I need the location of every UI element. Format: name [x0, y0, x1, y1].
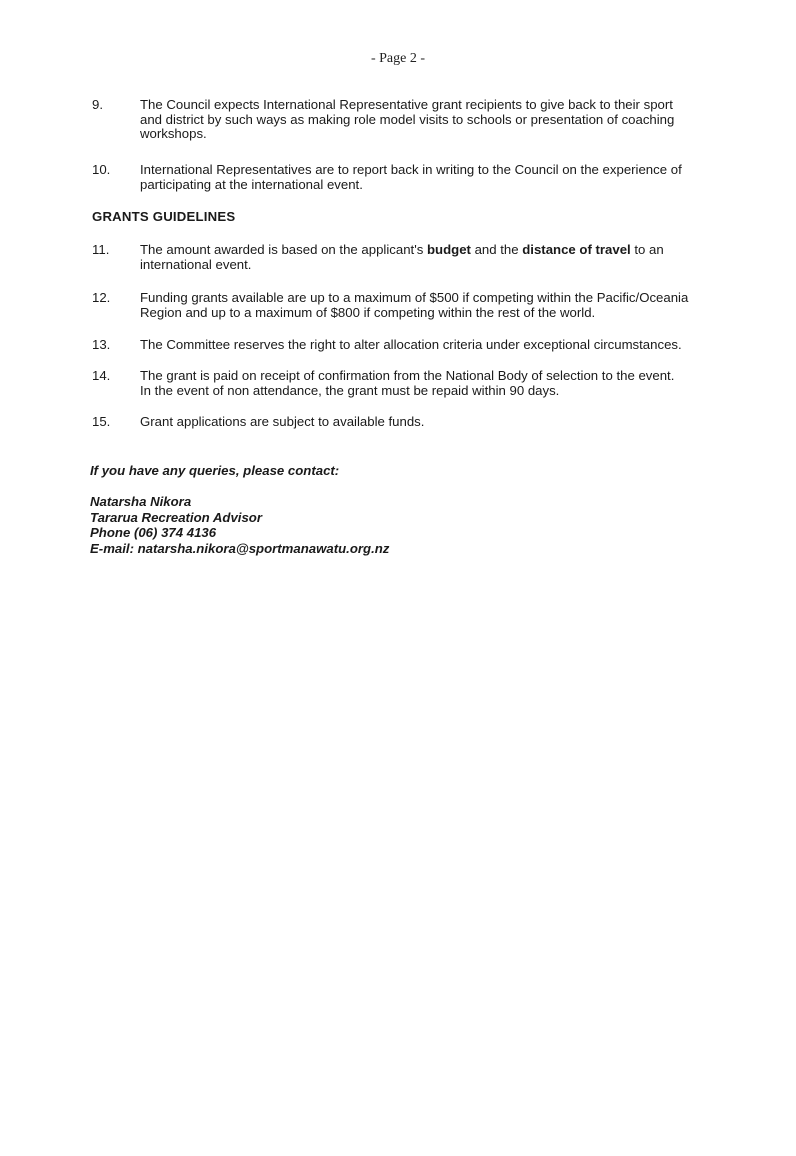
bold-term-distance: distance of travel [522, 242, 631, 257]
section-heading: GRANTS GUIDELINES [92, 209, 236, 224]
text-run: to an [630, 242, 664, 257]
item-line: international event. [140, 256, 252, 272]
item-line: Funding grants available are up to a maximum of $500 if competing within the Pacific/Oceania [140, 290, 689, 305]
contact-role: Tararua Recreation Advisor [90, 509, 262, 525]
item-number: 12. [92, 290, 111, 305]
item-line: The Committee reserves the right to alter allocation criteria under exceptional circumstances. [140, 337, 682, 352]
text-run: and the [470, 242, 523, 257]
item-text [140, 338, 715, 353]
item-line: workshops. [140, 126, 207, 141]
item-line: Grant applications are subject to available funds. [140, 414, 425, 429]
bold-term-budget: budget [426, 242, 471, 257]
contact-details [90, 494, 389, 556]
item-text [140, 415, 715, 430]
item-number: 9. [92, 97, 103, 112]
item-text [140, 291, 715, 320]
item-line: In the event of non attendance, the grant must be repaid within 90 days. [140, 382, 560, 398]
item-text [140, 369, 715, 398]
item-number: 10. [92, 162, 111, 177]
item-line: The Council expects International Representative grant recipients to give back to their sport [140, 97, 673, 112]
contact-name: Natarsha Nikora [90, 494, 192, 509]
item-text [140, 243, 715, 272]
item-line: International Representatives are to report back in writing to the Council on the experience of [140, 162, 682, 177]
text-run: The amount awarded is based on the applicant's [140, 242, 427, 257]
item-text [140, 98, 715, 142]
item-line: participating at the international event. [140, 176, 363, 192]
contact-email[interactable]: E-mail: natarsha.nikora@sportmanawatu.org.nz [90, 540, 390, 556]
item-line: and district by such ways as making role model visits to schools or presentation of coaching [140, 111, 675, 127]
item-number: 15. [92, 414, 111, 429]
contact-prompt: If you have any queries, please contact: [90, 463, 340, 478]
item-text [140, 163, 715, 192]
contact-phone: Phone (06) 374 4136 [90, 525, 217, 540]
item-number: 13. [92, 337, 111, 352]
item-line: Region and up to a maximum of $800 if competing within the rest of the world. [140, 304, 596, 320]
item-line [140, 243, 715, 258]
item-number: 14. [92, 368, 111, 383]
item-number: 11. [92, 242, 110, 257]
page-number: - Page 2 - [370, 51, 426, 66]
item-line: The grant is paid on receipt of confirmation from the National Body of selection to the event. [140, 368, 675, 383]
